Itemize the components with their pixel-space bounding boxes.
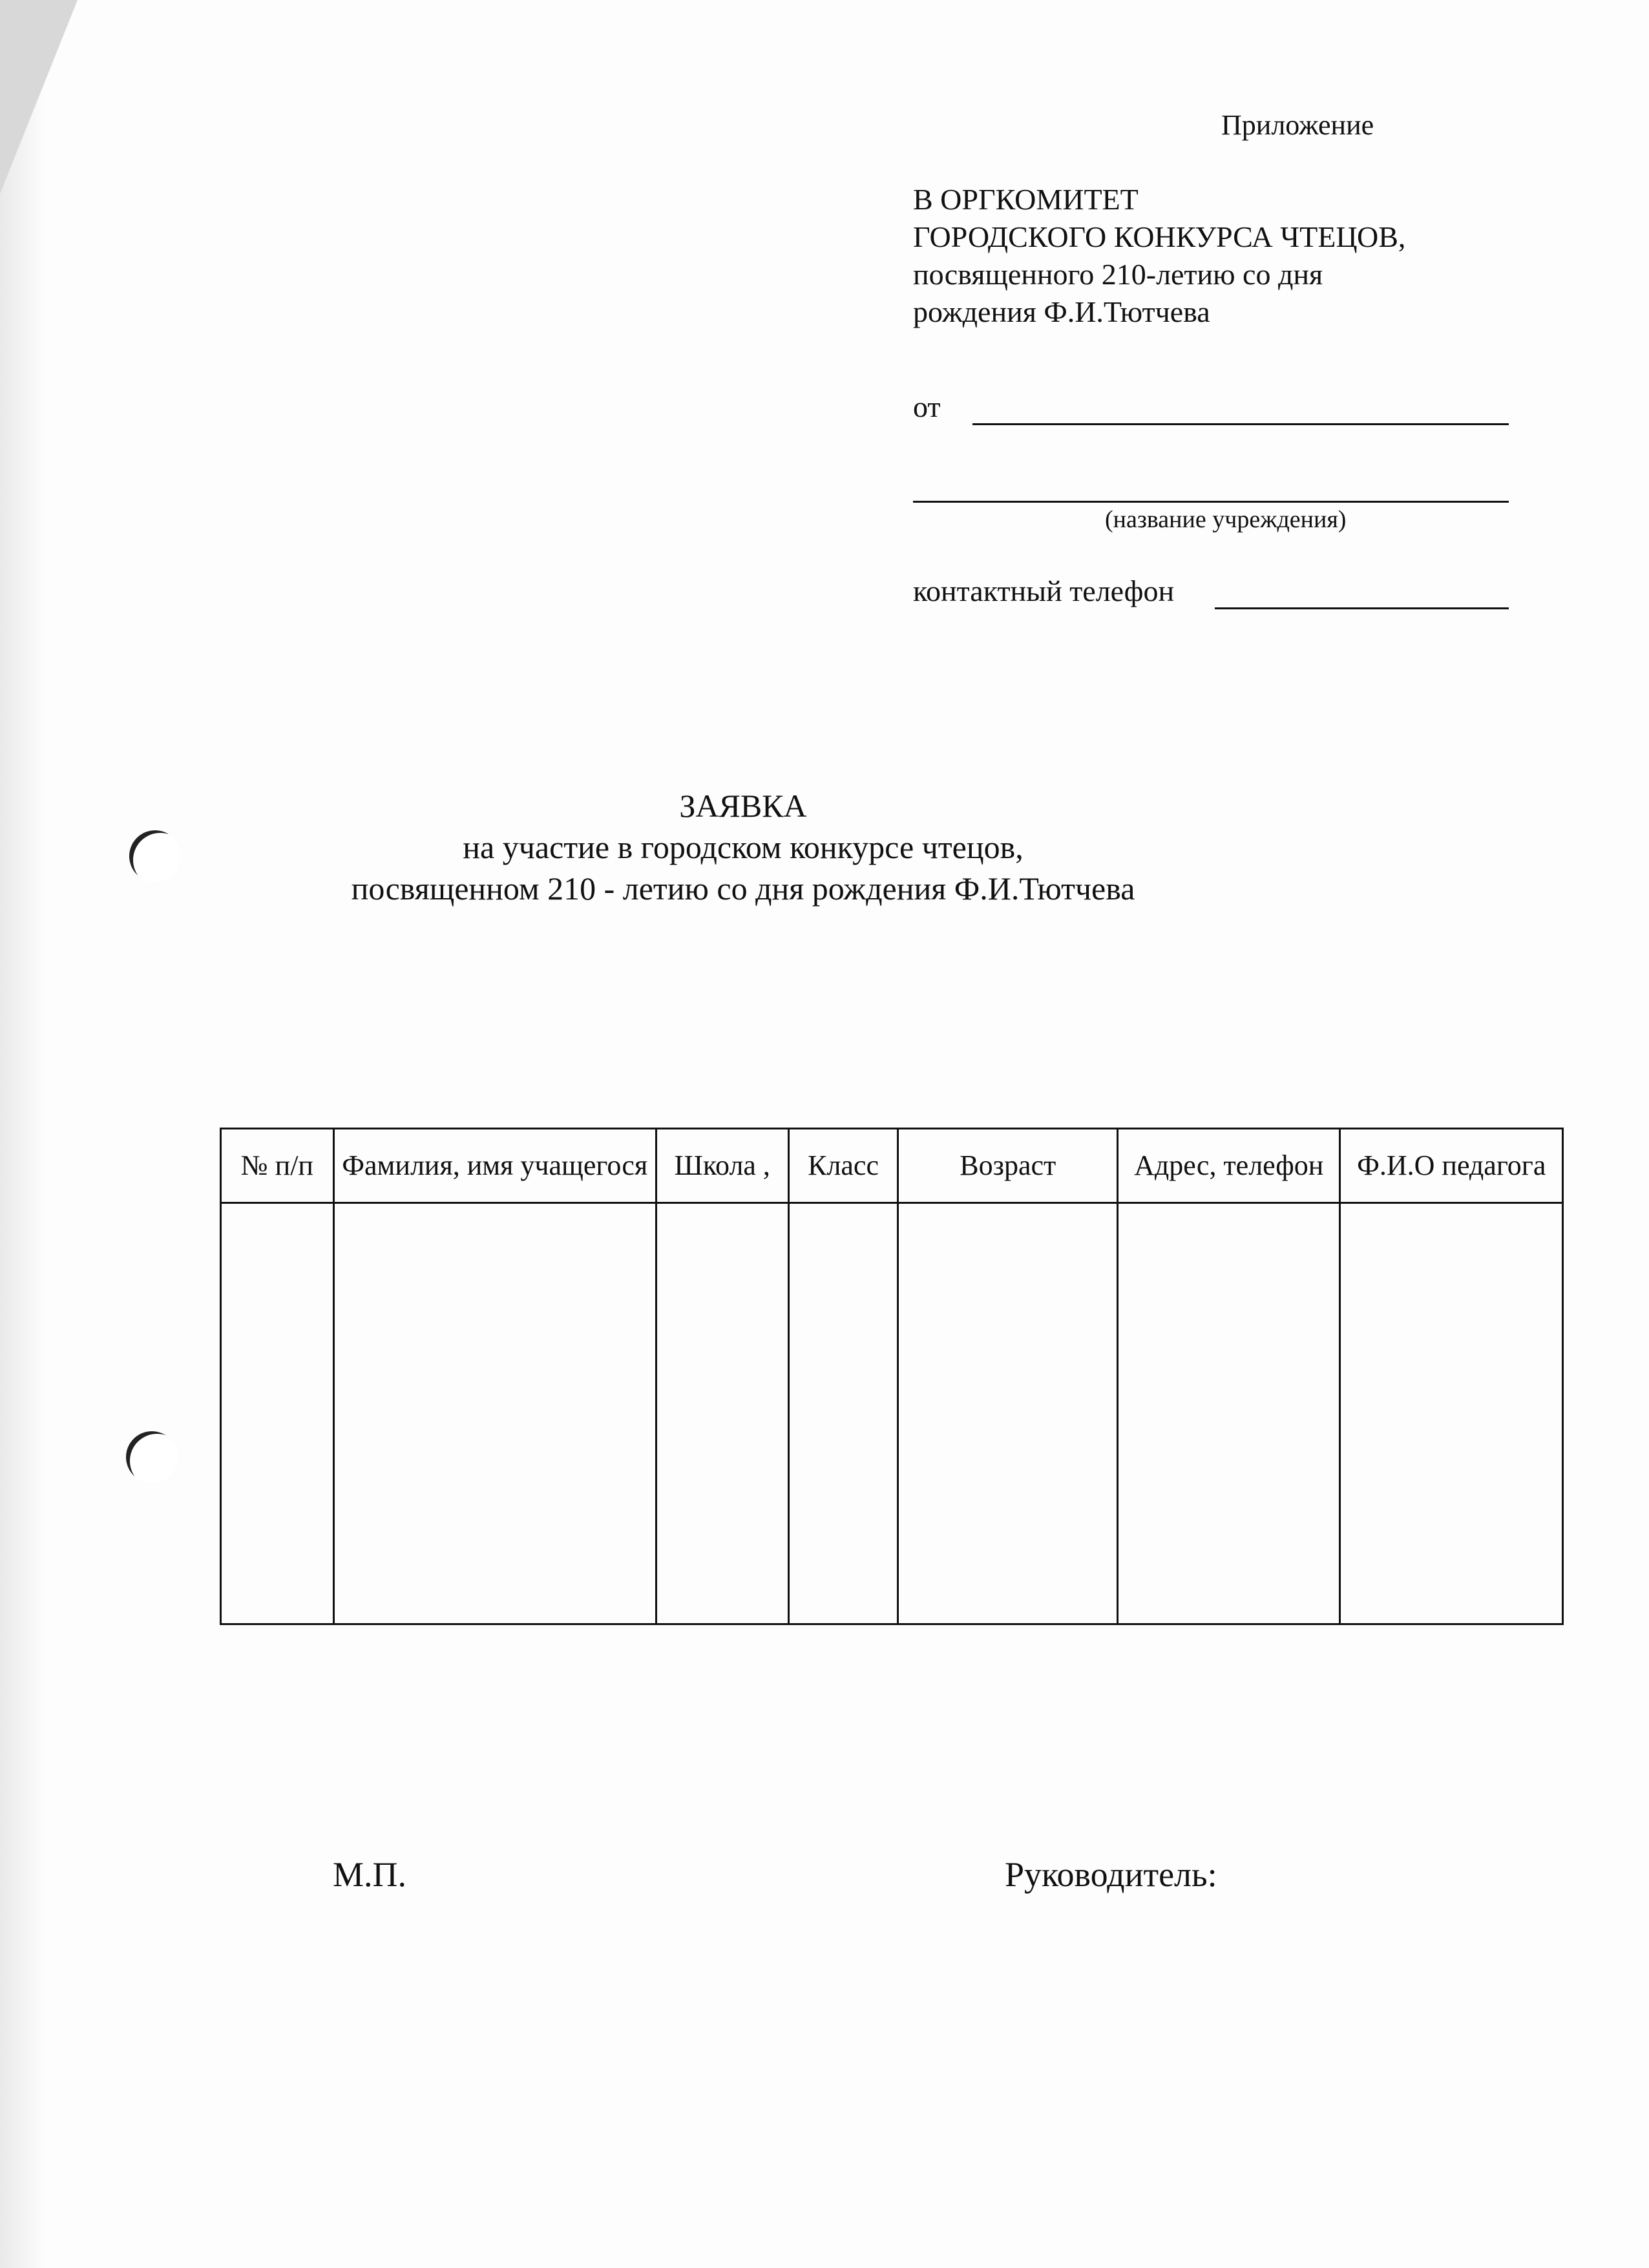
head-signature-label: Руководитель: (1005, 1855, 1217, 1894)
from-label: от (913, 390, 941, 423)
table-cell[interactable] (333, 1203, 656, 1624)
title-line: посвященном 210 - летию со дня рождения Ф.И.Тютчева (351, 870, 1135, 907)
table-cell[interactable] (656, 1203, 788, 1624)
folded-corner (0, 0, 78, 194)
addressee-line: ГОРОДСКОГО КОНКУРСА ЧТЕЦОВ, (913, 220, 1406, 253)
table-cell[interactable] (898, 1203, 1117, 1624)
punch-hole-icon (129, 830, 181, 882)
column-header: Адрес, телефон (1117, 1129, 1339, 1203)
institution-caption: (название учреждения) (1105, 506, 1347, 533)
table-cell[interactable] (1340, 1203, 1563, 1624)
table-cell[interactable] (1117, 1203, 1339, 1624)
title-heading: ЗАЯВКА (679, 788, 807, 824)
addressee-line: В ОРГКОМИТЕТ (913, 183, 1139, 216)
addressee-block (913, 181, 1514, 331)
addressee-line: посвященного 210-летию со дня (913, 258, 1323, 291)
table-header-row (221, 1129, 1563, 1203)
column-header: Фамилия, имя учащегося (333, 1129, 656, 1203)
from-input-line[interactable] (972, 423, 1509, 425)
punch-hole-icon (126, 1431, 178, 1483)
table-cell[interactable] (788, 1203, 898, 1624)
stamp-label: М.П. (333, 1855, 407, 1894)
title-line: на участие в городском конкурсе чтецов, (463, 829, 1024, 865)
column-header: № п/п (221, 1129, 334, 1203)
phone-input-line[interactable] (1215, 607, 1509, 609)
application-title (194, 785, 1292, 909)
table-row (221, 1203, 1563, 1624)
column-header: Ф.И.О педагога (1340, 1129, 1563, 1203)
column-header: Школа , (656, 1129, 788, 1203)
table-cell[interactable] (221, 1203, 334, 1624)
institution-input-line[interactable] (913, 501, 1509, 503)
column-header: Возраст (898, 1129, 1117, 1203)
participants-table (220, 1128, 1564, 1625)
appendix-label: Приложение (1221, 109, 1374, 141)
phone-label: контактный телефон (913, 574, 1175, 607)
scan-edge-shadow (0, 0, 45, 2268)
addressee-line: рождения Ф.И.Тютчева (913, 295, 1210, 328)
column-header: Класс (788, 1129, 898, 1203)
